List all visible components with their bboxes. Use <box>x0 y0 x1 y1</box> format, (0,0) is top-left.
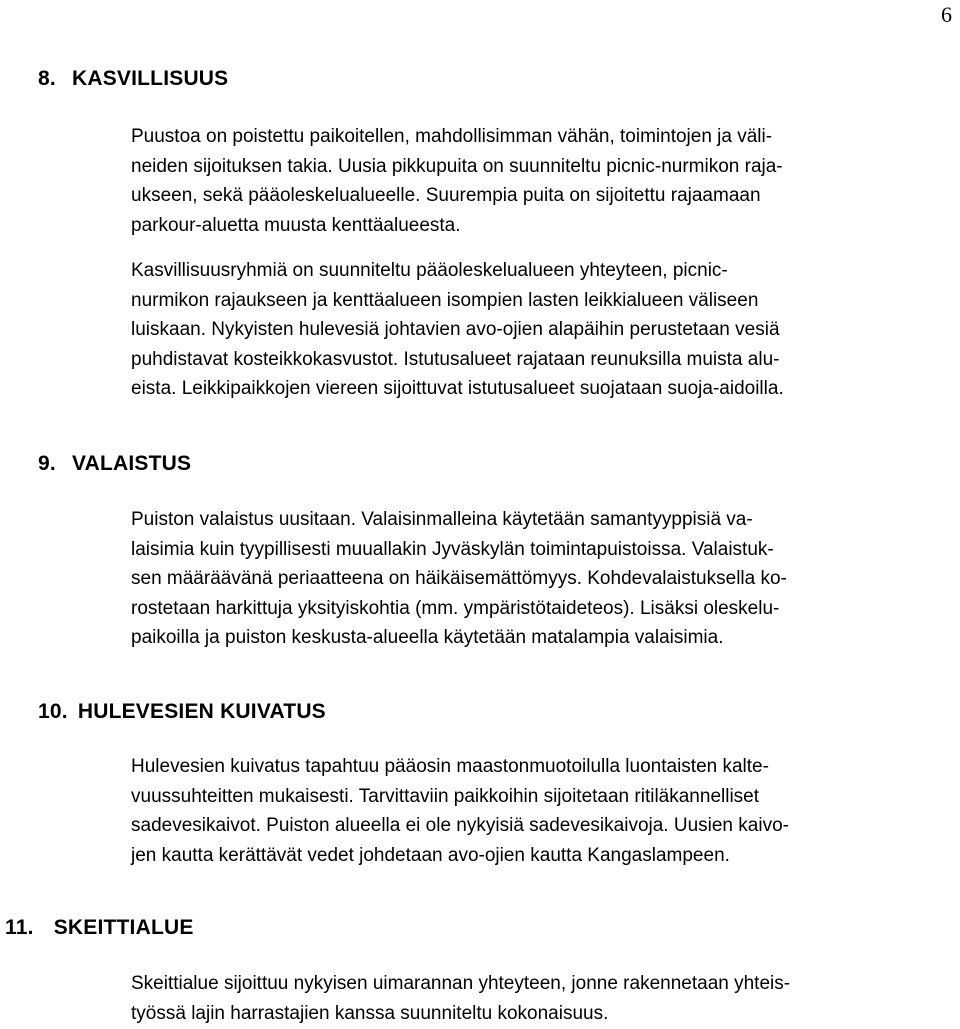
text-line: Puustoa on poistettu paikoitellen, mahdollisimman vähän, toimintojen ja väli- <box>131 126 773 147</box>
section-title: HULEVESIEN KUIVATUS <box>77 700 326 723</box>
section-title: SKEITTIALUE <box>53 916 194 939</box>
section-heading-skeittialue <box>5 916 194 940</box>
text-line: nurmikon rajaukseen ja kenttäalueen isompien lasten leikkialueen väliseen <box>131 289 759 311</box>
text-line: Skeittialue sijoittuu nykyisen uimarannan yhteyteen, jonne rakennetaan yhteis- <box>131 973 791 994</box>
text-line: parkour-aluetta muusta kenttäalueesta. <box>131 214 461 236</box>
section-heading-hulevesien-kuivatus <box>38 700 326 724</box>
text-line: Hulevesien kuivatus tapahtuu pääosin maastonmuotoilulla luontaisten kalte- <box>131 756 769 777</box>
text-line: työssä lajin harrastajien kanssa suunniteltu kokonaisuus. <box>131 1002 609 1024</box>
paragraph <box>131 969 790 1028</box>
paragraph <box>131 122 783 240</box>
section-heading-kasvillisuus <box>38 67 228 91</box>
section-heading-valaistus <box>38 452 191 476</box>
paragraph <box>131 752 789 870</box>
text-line: Puiston valaistus uusitaan. Valaisinmalleina käytetään samantyyppisiä va- <box>131 509 753 530</box>
section-number: 10. <box>38 700 68 723</box>
paragraph <box>131 256 784 404</box>
paragraph <box>131 505 787 653</box>
text-line: sen määräävänä periaatteena on häikäisemättömyys. Kohdevalaistuksella ko- <box>131 568 787 590</box>
section-number: 9. <box>38 452 56 475</box>
text-line: rostetaan harkittuja yksityiskohtia (mm. ympäristötaideteos). Lisäksi oleskelu- <box>131 597 780 619</box>
section-title: KASVILLISUUS <box>71 67 229 90</box>
text-line: luiskaan. Nykyisten hulevesiä johtavien avo-ojien alapäihin perustetaan vesiä <box>131 319 780 341</box>
page-number: 6 <box>941 2 952 27</box>
section-number: 11. <box>5 916 34 939</box>
text-line: vuussuhteitten mukaisesti. Tarvittaviin paikkoihin sijoitetaan ritiläkannelliset <box>131 785 760 807</box>
text-line: jen kautta kerättävät vedet johdetaan avo-ojien kautta Kangaslampeen. <box>131 844 730 866</box>
text-line: puhdistavat kosteikkokasvustot. Istutusalueet rajataan reunuksilla muista alu- <box>131 348 780 370</box>
text-line: paikoilla ja puiston keskusta-alueella käytetään matalampia valaisimia. <box>131 627 724 649</box>
text-line: laisimia kuin tyypillisesti muuallakin Jyväskylän toimintapuistoissa. Valaistuk- <box>131 538 774 560</box>
section-number: 8. <box>38 67 56 90</box>
text-line: Kasvillisuusryhmiä on suunniteltu pääoleskelualueen yhteyteen, picnic- <box>131 260 728 281</box>
section-title: VALAISTUS <box>71 452 192 475</box>
text-line: ukseen, sekä pääoleskelualueelle. Suurempia puita on sijoitettu rajaamaan <box>131 185 761 207</box>
text-line: eista. Leikkipaikkojen viereen sijoittuvat istutusalueet suojataan suoja-aidoilla. <box>131 378 784 400</box>
text-line: sadevesikaivot. Puiston alueella ei ole nykyisiä sadevesikaivoja. Uusien kaivo- <box>131 815 789 837</box>
text-line: neiden sijoituksen takia. Uusia pikkupuita on suunniteltu picnic-nurmikon raja- <box>131 155 783 177</box>
